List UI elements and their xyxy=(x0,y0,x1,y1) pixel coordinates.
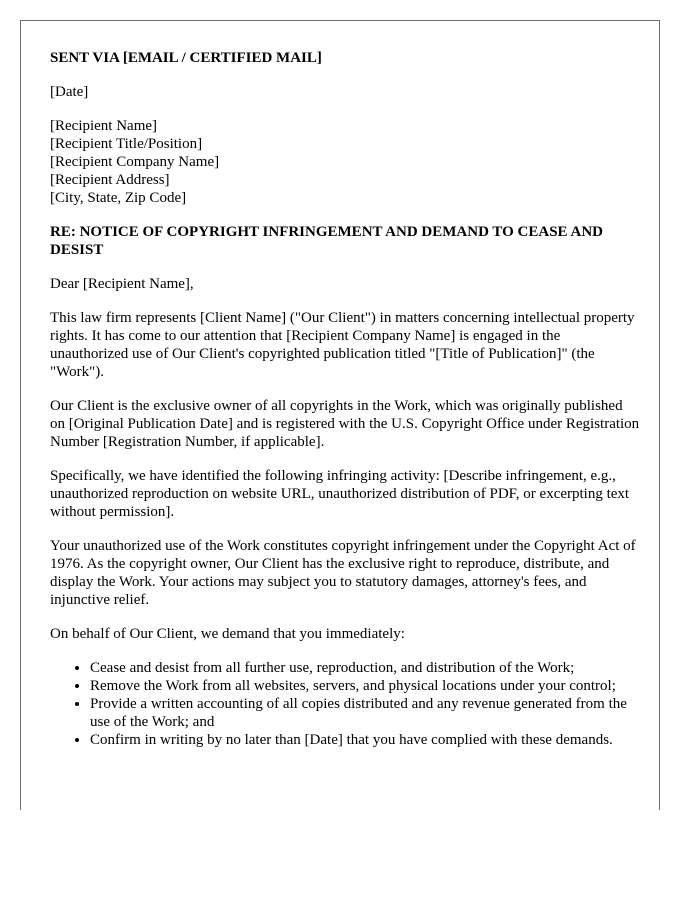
salutation: Dear [Recipient Name], xyxy=(50,276,194,292)
letter-date: [Date] xyxy=(50,84,89,100)
demands-list xyxy=(50,659,640,749)
paragraph-ownership: Our Client is the exclusive owner of all copyrights in the Work, which was originally published on [Original Publication Date] and is registered with the U.S. Copyright Office under Registration Number [Registration Number, if applicable]. xyxy=(50,398,640,450)
recipient-company: [Recipient Company Name] xyxy=(50,154,220,170)
send-method: SENT VIA [EMAIL / CERTIFIED MAIL] xyxy=(50,50,322,66)
demand-item: • Cease and desist from all further use, reproduction, and distribution of the Work; xyxy=(90,659,640,677)
paragraph-demand-intro: On behalf of Our Client, we demand that you immediately: xyxy=(50,626,405,642)
recipient-title: [Recipient Title/Position] xyxy=(50,136,203,152)
subject-line: RE: NOTICE OF COPYRIGHT INFRINGEMENT AND DEMAND TO CEASE AND DESIST xyxy=(50,224,603,258)
letter-page xyxy=(20,20,660,810)
letter-content xyxy=(50,49,640,749)
demand-item: • Confirm in writing by no later than [Date] that you have complied with these demands. xyxy=(90,731,640,749)
recipient-block xyxy=(50,117,640,207)
paragraph-representation: This law firm represents [Client Name] ("Our Client") in matters concerning intellectual property rights. It has come to our attention that [Recipient Company Name] is engaged in the unauthorized use of Our Client's copyrighted publication titled "[Title of Publication]" (the "Work"). xyxy=(50,310,635,380)
recipient-address: [Recipient Address] xyxy=(50,172,170,188)
paragraph-infringing-activity: Specifically, we have identified the following infringing activity: [Describe infringement, e.g., unauthorized reproduction on website URL, unauthorized distribution of PDF, or excerpting text without permission]. xyxy=(50,468,630,520)
demand-item: • Provide a written accounting of all copies distributed and any revenue generated from the use of the Work; and xyxy=(90,695,640,731)
recipient-city-state-zip: [City, State, Zip Code] xyxy=(50,190,187,206)
recipient-name: [Recipient Name] xyxy=(50,118,158,134)
paragraph-legal-basis: Your unauthorized use of the Work constitutes copyright infringement under the Copyright Act of 1976. As the copyright owner, Our Client has the exclusive right to reproduce, distribute, and display the Work. Your actions may subject you to statutory damages, attorney's fees, and injunctive relief. xyxy=(50,538,636,608)
demand-item: • Remove the Work from all websites, servers, and physical locations under your control; xyxy=(90,677,640,695)
